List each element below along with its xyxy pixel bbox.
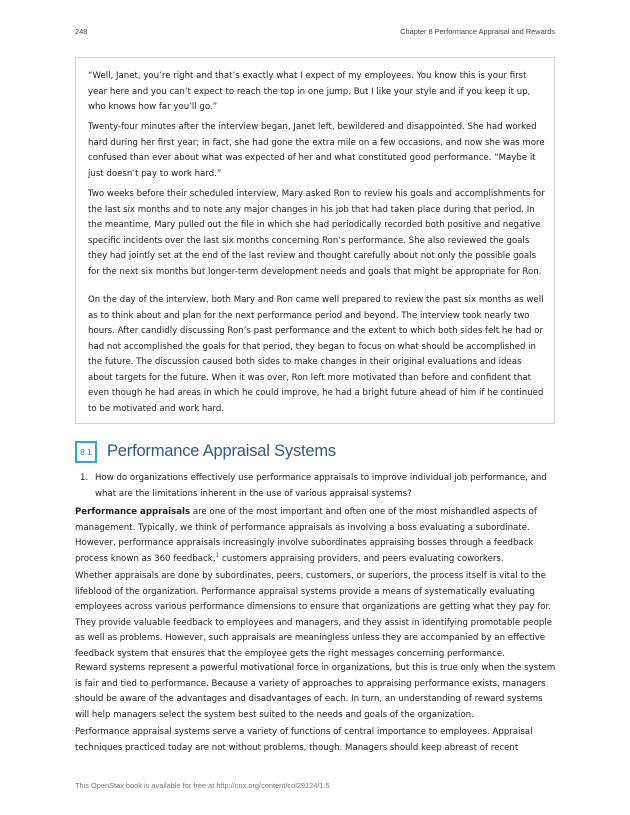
case-paragraph: “Well, Janet, you’re right and that’s exactly what I expect of my employees. You know this is your first year here and you can’t expect to reach the top in one jump. But I like your style and if you keep it up, who knows how far you’ll go.”	[88, 71, 531, 112]
case-paragraph: Twenty-four minutes after the interview began, Janet left, bewildered and disappointed. She had worked hard during her first year; in fact, she had gone the extra mile on a few occasions, and now she was more confused than ever about what was expected of her and what constituted good performance. “Maybe it just doesn’t pay to work hard.”	[88, 122, 545, 179]
section-title: Performance Appraisal Systems	[107, 442, 336, 460]
learning-objective-item	[80, 471, 556, 502]
objective-number: 1.	[80, 473, 89, 483]
body-paragraph: Whether appraisals are done by subordinates, peers, customers, or superiors, the process itself is vital to the lifeblood of the organization. Performance appraisal systems provide a means of systematically evaluating employees across various performance dimensions to ensure that organizations are getting what they pay for. They provide valuable feedback to employees and managers, and they assist in identifying promotable people as well as problems. However, such appraisals are meaningless unless they are accompanied by an effective feedback system that ensures that the employee gets the right messages concerning performance.	[75, 571, 552, 659]
footnote-link[interactable]: 1	[215, 551, 220, 559]
paragraph-text: customers appraising providers, and peers evaluating coworkers.	[219, 553, 504, 564]
body-paragraph: Performance appraisal systems serve a variety of functions of central importance to employees. Appraisal techniques practiced today are not without problems, though. Managers should keep abreast of recent	[75, 727, 533, 753]
paragraph-text: are one of the most important and often one of the most mishandled aspects of management. Typically, we think of performance appraisals as involving a boss evaluating a subordinate. However, performance appraisals increasingly involve subordinates appraising bosses through a feedback process known as 360 feedback,	[75, 507, 537, 564]
objective-text: How do organizations effectively use performance appraisals to improve individual job performance, and what are the limitations inherent in the use of various appraisal systems?	[95, 473, 547, 499]
footer-note: This OpenStax book is available for free at http://cnx.org/content/col29124/1.5	[75, 781, 330, 790]
key-term: Performance appraisals	[75, 507, 191, 517]
case-paragraph: On the day of the interview, both Mary and Ron came well prepared to review the past six months as well as to think about and plan for the next performance period and beyond. The interview took nearly two hours. After candidly discussing Ron’s past performance and the extent to which both sides felt he had or had not accomplished the goals for that period, they began to focus on what should be accomplished in the future. The discussion caused both sides to make changes in their original evaluations and ideas about targets for the future. When it was over, Ron left more motivated than before and confident that even though he had areas in which he could improve, he had a bright future ahead of him if he continued to be motivated and work hard.	[88, 295, 544, 414]
chapter-running-head: Chapter 8 Performance Appraisal and Rewards	[400, 27, 555, 36]
section-number-badge: 8.1	[75, 441, 97, 463]
case-study-box	[75, 57, 555, 424]
body-paragraph	[75, 505, 557, 567]
case-paragraph: Two weeks before their scheduled interview, Mary asked Ron to review his goals and accomplishments for the last six months and to note any major changes in his job that had taken place during that period. In the meantime, Mary pulled out the file in which she had periodically recorded both positive and negative specific incidents over the last six months concerning Ron’s performance. She also reviewed the goals they had jointly set at the end of the last review and thought carefully about not only the possible goals for the next six months but longer-term development needs and goals that might be appropriate for Ron.	[88, 189, 545, 277]
page-number: 248	[75, 27, 88, 36]
body-paragraph: Reward systems represent a powerful motivational force in organizations, but this is true only when the system is fair and tied to performance. Because a variety of approaches to appraising performance exists, managers should be aware of the advantages and disadvantages of each. In turn, an understanding of reward systems will help managers select the system best suited to the needs and goals of the organization.	[75, 663, 556, 720]
